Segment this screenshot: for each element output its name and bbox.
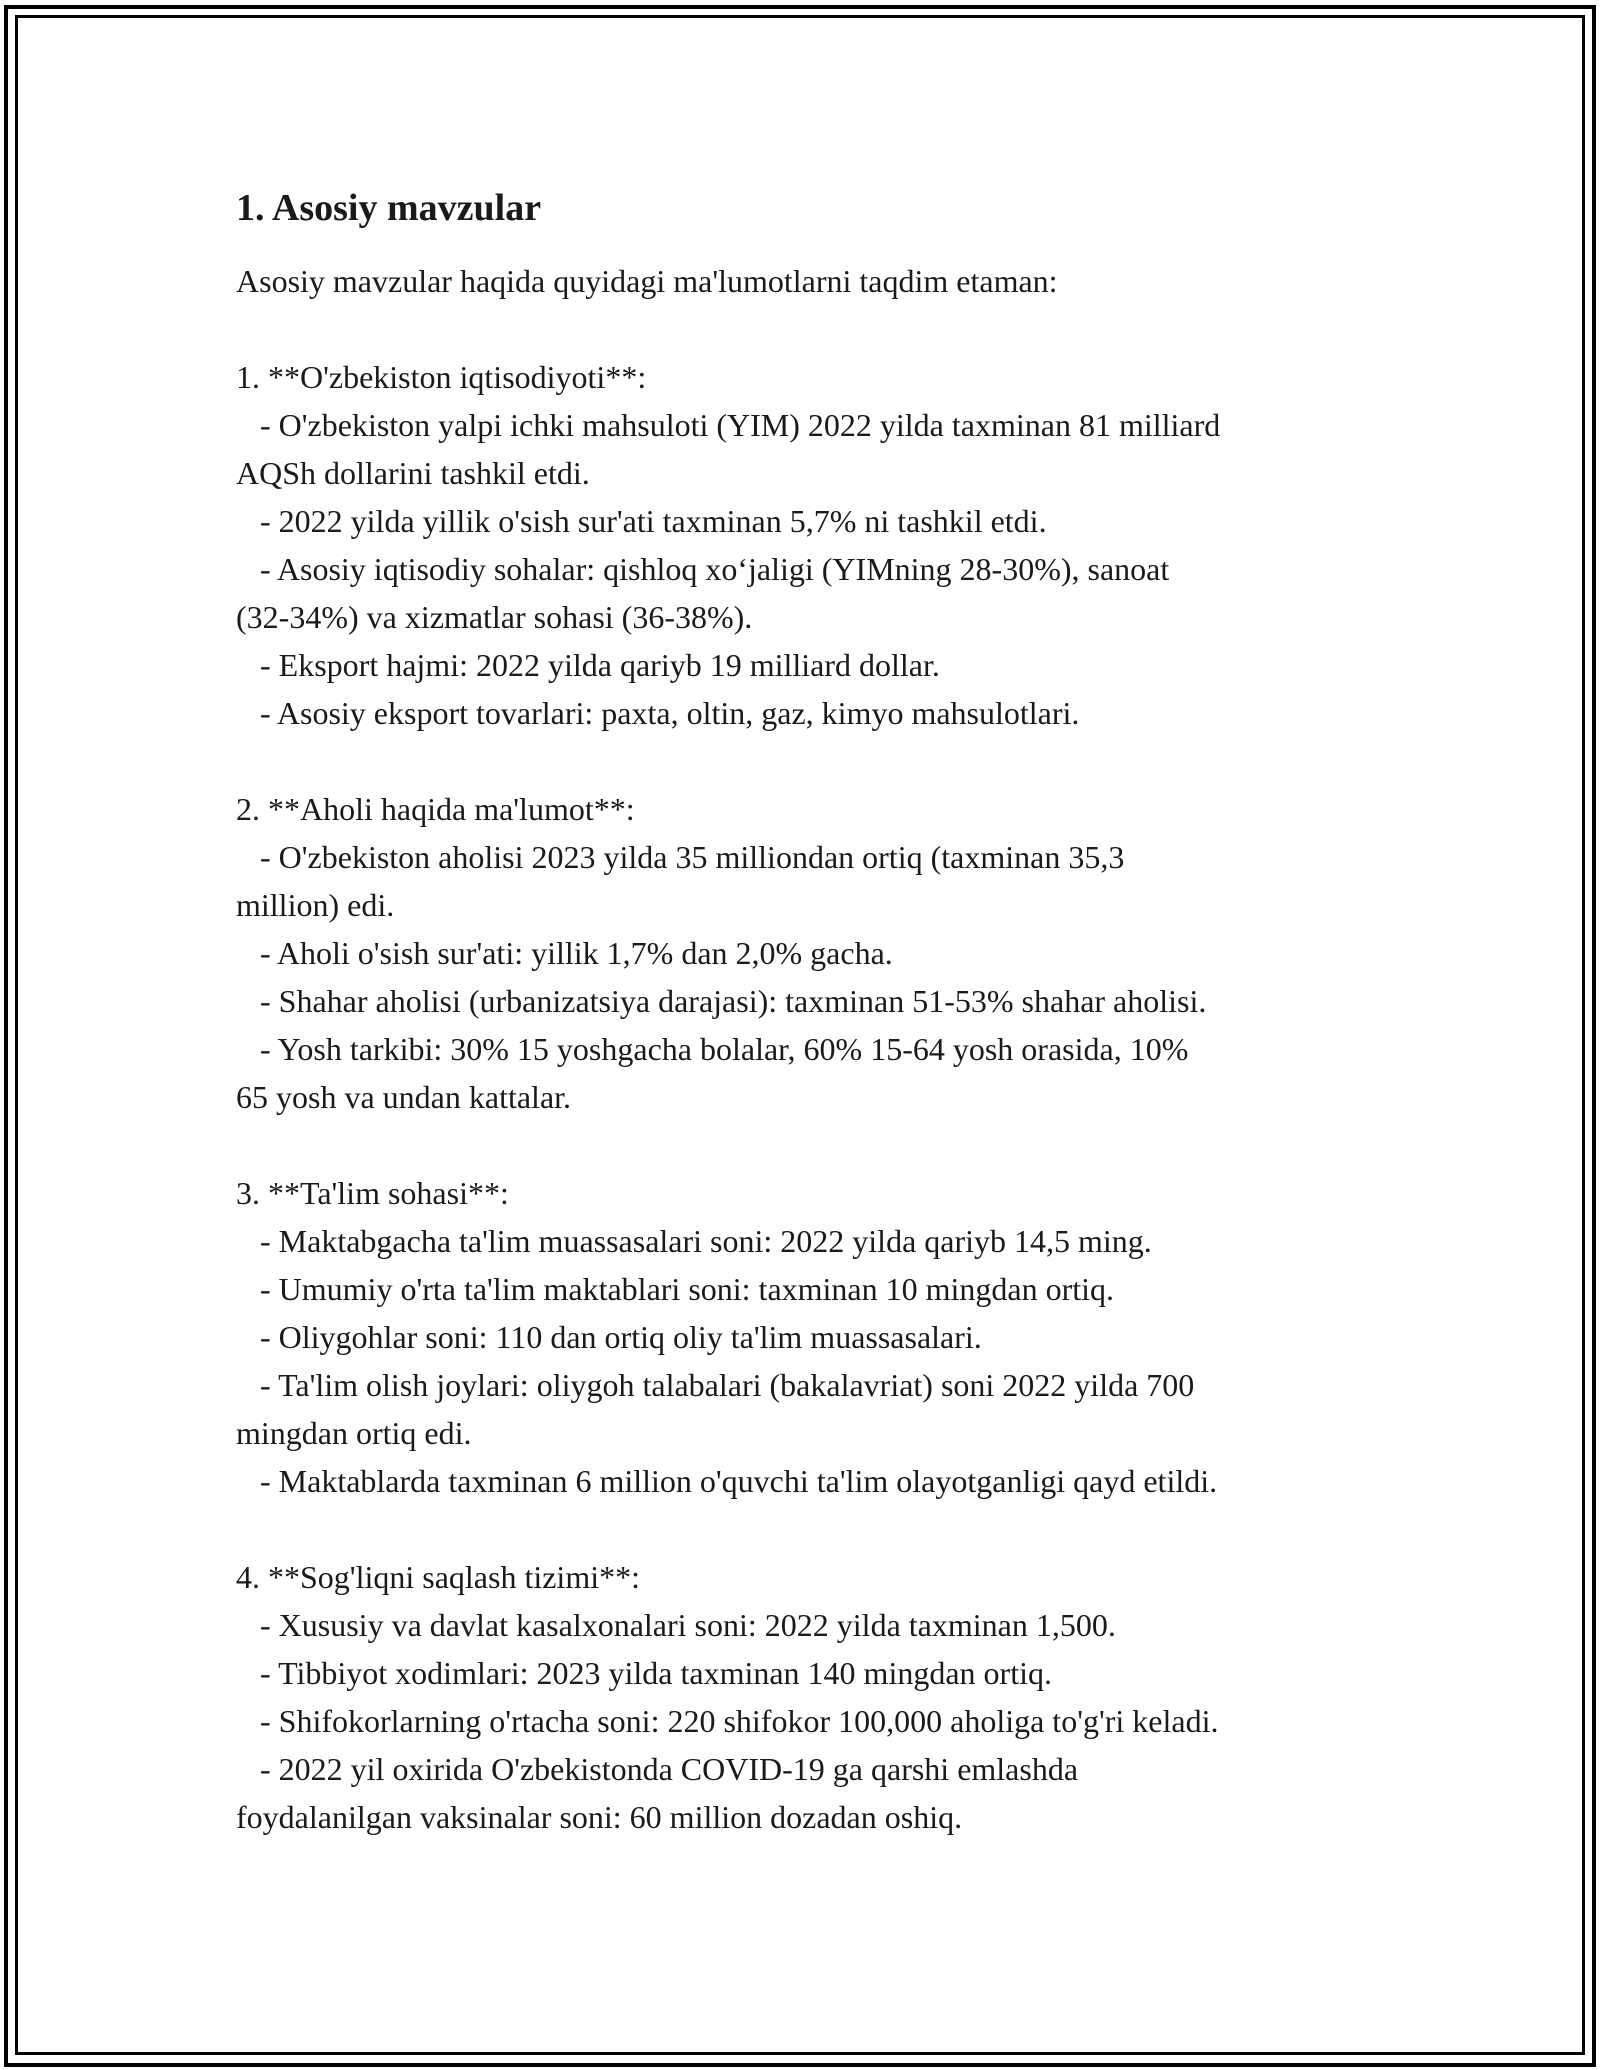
section-education [236,1169,1396,1505]
section-title: 4. **Sog'liqni saqlash tizimi**: [236,1559,640,1595]
intro-paragraph: Asosiy mavzular haqida quyidagi ma'lumotlarni taqdim etaman: [236,263,1058,299]
list-item: - Ta'lim olish joylari: oliygoh talabalari (bakalavriat) soni 2022 yilda 700 mingdan ortiq edi. [236,1367,1195,1451]
section-list [236,1217,1396,1505]
section-economy [236,353,1396,737]
list-item: - Asosiy iqtisodiy sohalar: qishloq xo‘jaligi (YIMning 28-30%), sanoat (32-34%) va xizmatlar sohasi (36-38%). [236,551,1170,635]
page-heading: 1. Asosiy mavzular [236,187,542,229]
section-healthcare [236,1553,1396,1841]
list-item: - 2022 yil oxirida O'zbekistonda COVID-19 ga qarshi emlashda foydalanilgan vaksinalar soni: 60 million dozadan oshiq. [236,1751,1079,1835]
list-item: - Aholi o'sish sur'ati: yillik 1,7% dan 2,0% gacha. [236,935,893,971]
list-item: - Umumiy o'rta ta'lim maktablari soni: taxminan 10 mingdan ortiq. [236,1271,1115,1307]
list-item: - 2022 yilda yillik o'sish sur'ati taxminan 5,7% ni tashkil etdi. [236,503,1047,539]
list-item: - Eksport hajmi: 2022 yilda qariyb 19 milliard dollar. [236,647,940,683]
section-population [236,785,1396,1121]
list-item: - Shifokorlarning o'rtacha soni: 220 shifokor 100,000 aholiga to'g'ri keladi. [236,1703,1219,1739]
list-item: - Xususiy va davlat kasalxonalari soni: 2022 yilda taxminan 1,500. [236,1607,1116,1643]
list-item: - Tibbiyot xodimlari: 2023 yilda taxminan 140 mingdan ortiq. [236,1655,1052,1691]
section-title: 2. **Aholi haqida ma'lumot**: [236,791,635,827]
list-item: - Shahar aholisi (urbanizatsiya darajasi): taxminan 51-53% shahar aholisi. [236,983,1207,1019]
section-list [236,833,1396,1121]
section-list [236,401,1396,737]
section-list [236,1601,1396,1841]
list-item: - O'zbekiston yalpi ichki mahsuloti (YIM) 2022 yilda taxminan 81 milliard AQSh dollarini tashkil etdi. [236,407,1221,491]
list-item: - Asosiy eksport tovarlari: paxta, oltin, gaz, kimyo mahsulotlari. [236,695,1080,731]
list-item: - Oliygohlar soni: 110 dan ortiq oliy ta'lim muassasalari. [236,1319,982,1355]
section-title: 1. **O'zbekiston iqtisodiyoti**: [236,359,647,395]
section-title: 3. **Ta'lim sohasi**: [236,1175,509,1211]
list-item: - O'zbekiston aholisi 2023 yilda 35 milliondan ortiq (taxminan 35,3 million) edi. [236,839,1125,923]
document-body [236,185,1396,1841]
list-item: - Maktablarda taxminan 6 million o'quvchi ta'lim olayotganligi qayd etildi. [236,1463,1218,1499]
list-item: - Yosh tarkibi: 30% 15 yoshgacha bolalar, 60% 15-64 yosh orasida, 10% 65 yosh va undan kattalar. [236,1031,1189,1115]
list-item: - Maktabgacha ta'lim muassasalari soni: 2022 yilda qariyb 14,5 ming. [236,1223,1152,1259]
